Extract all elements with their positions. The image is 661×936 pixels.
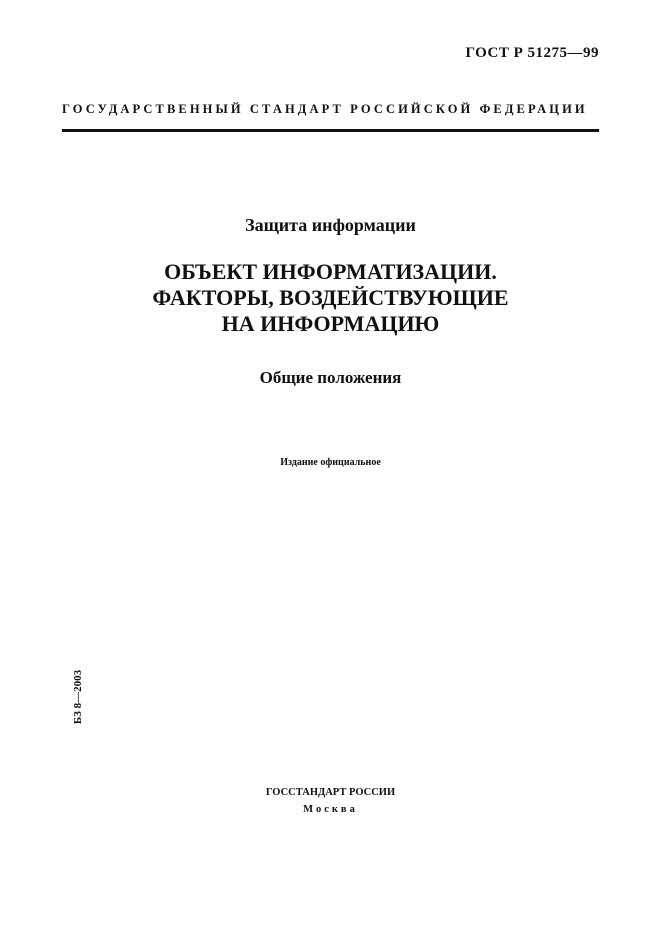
document-title [0, 259, 661, 337]
state-standard-heading: ГОСУДАРСТВЕННЫЙ СТАНДАРТ РОССИЙСКОЙ ФЕДЕРАЦИИ [62, 102, 588, 116]
header-rule [62, 129, 599, 132]
publisher-city: Москва [303, 804, 358, 815]
standard-number: ГОСТ Р 51275—99 [465, 45, 599, 61]
side-mark: БЗ 8—2003 [72, 669, 84, 725]
document-subtitle: Общие положения [259, 368, 402, 387]
title-line-2: ФАКТОРЫ, ВОЗДЕЙСТВУЮЩИЕ [152, 285, 509, 310]
title-line-3: НА ИНФОРМАЦИЮ [221, 311, 440, 336]
edition-note: Издание официальное [280, 457, 381, 468]
publisher-name: ГОССТАНДАРТ РОССИИ [265, 787, 396, 798]
title-line-1: ОБЪЕКТ ИНФОРМАТИЗАЦИИ. [164, 259, 497, 284]
topic-heading: Защита информации [245, 215, 416, 235]
